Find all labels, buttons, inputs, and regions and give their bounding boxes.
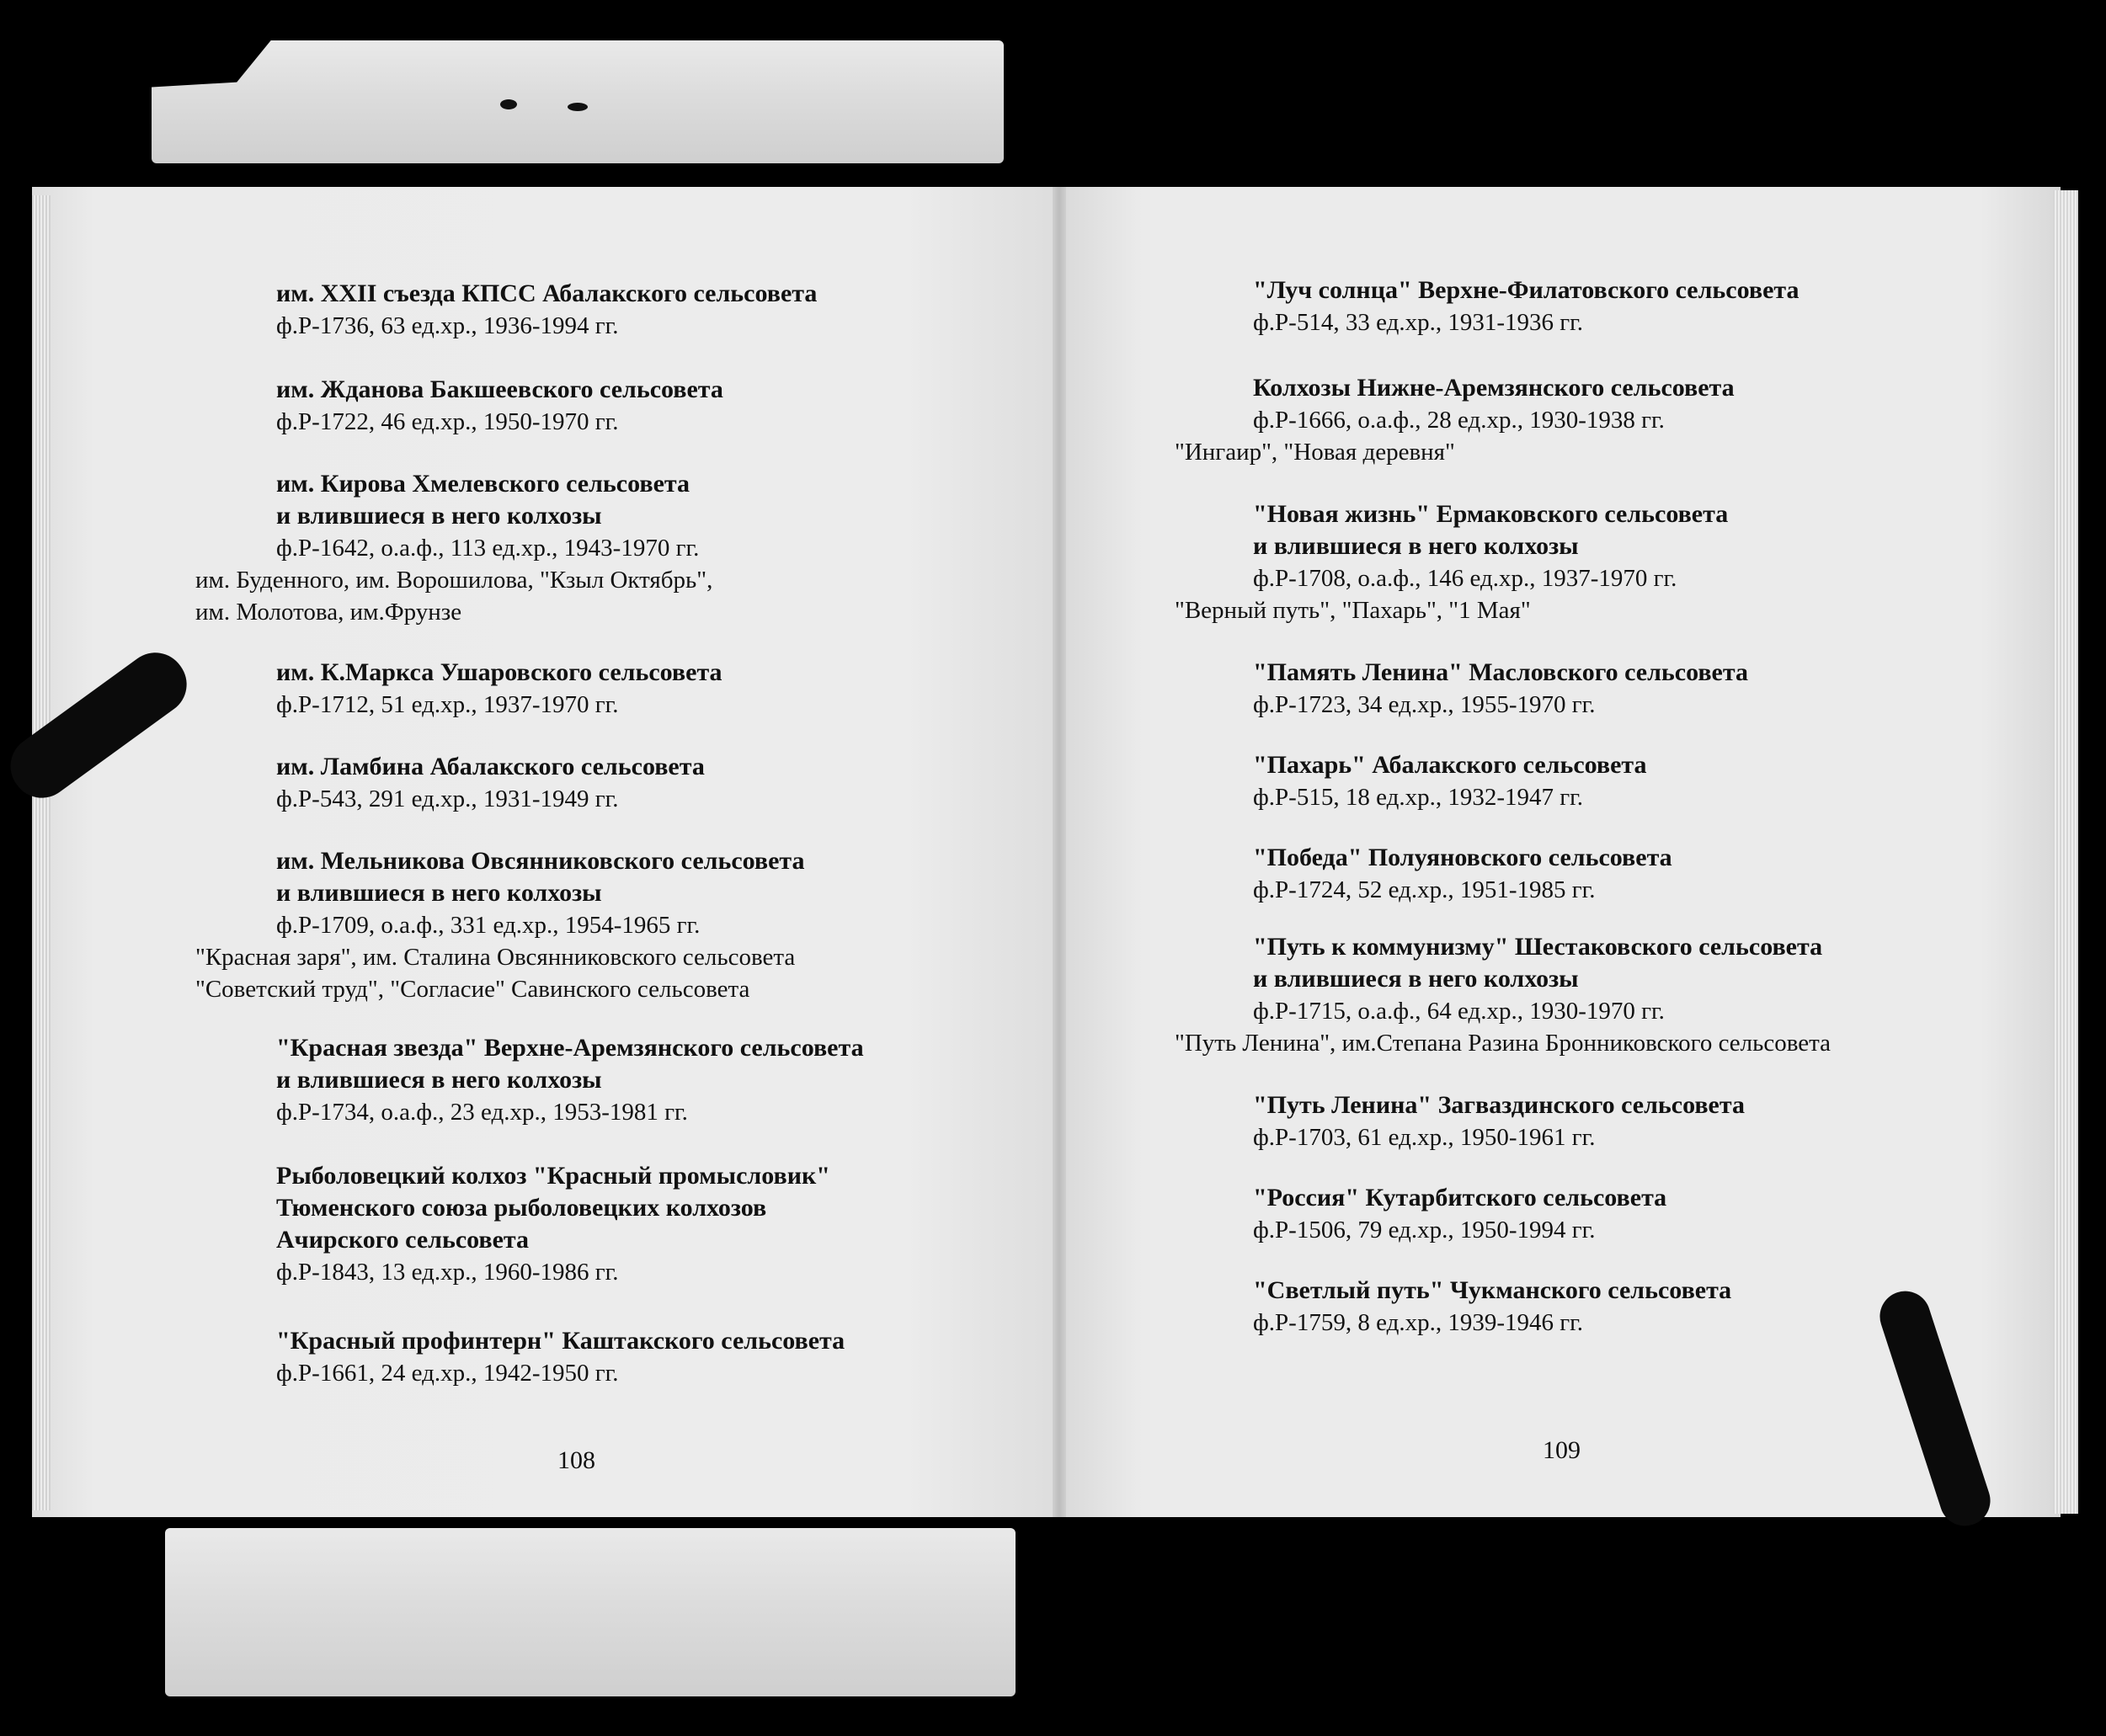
entry-title-line: "Луч солнца" Верхне-Филатовского сельсовета bbox=[1253, 276, 1799, 304]
left-page-edges bbox=[32, 195, 51, 1510]
entry-fond-info: ф.Р-1722, 46 ед.хр., 1950-1970 гг. bbox=[276, 408, 619, 435]
entry-fond-info: ф.Р-515, 18 ед.хр., 1932-1947 гг. bbox=[1253, 784, 1583, 811]
page-number-right: 109 bbox=[1543, 1436, 1581, 1464]
book-gutter bbox=[1053, 187, 1066, 1517]
entry-member-line: им. Буденного, им. Ворошилова, "Кзыл Октябрь", bbox=[195, 567, 713, 594]
entry-title-line: Ачирского сельсовета bbox=[276, 1226, 530, 1254]
entry-title-line: "Красная звезда" Верхне-Аремзянского сельсовета bbox=[276, 1034, 864, 1062]
entry-member-line: "Красная заря", им. Сталина Овсянниковского сельсовета bbox=[195, 944, 796, 971]
entry-title-line: "Путь Ленина" Загваздинского сельсовета bbox=[1253, 1091, 1745, 1119]
entry-title-line: "Путь к коммунизму" Шестаковского сельсовета bbox=[1253, 933, 1823, 961]
entry-title-line: "Красный профинтерн" Каштакского сельсовета bbox=[276, 1327, 845, 1355]
entry-fond-info: ф.Р-1736, 63 ед.хр., 1936-1994 гг. bbox=[276, 312, 619, 339]
entry-title-line: "Новая жизнь" Ермаковского сельсовета bbox=[1253, 500, 1729, 528]
foam-hole bbox=[568, 103, 588, 111]
entry-title-line: им. XXII съезда КПСС Абалакского сельсовета bbox=[276, 280, 818, 307]
entry-member-line: им. Молотова, им.Фрунзе bbox=[195, 599, 462, 626]
right-page-edges bbox=[2053, 190, 2078, 1514]
entry-fond-info: ф.Р-543, 291 ед.хр., 1931-1949 гг. bbox=[276, 785, 619, 812]
entry-title-line: им. Жданова Бакшеевского сельсовета bbox=[276, 375, 723, 403]
entry-member-line: "Верный путь", "Пахарь", "1 Мая" bbox=[1175, 597, 1531, 624]
entry-fond-info: ф.Р-1734, о.а.ф., 23 ед.хр., 1953-1981 гг. bbox=[276, 1099, 688, 1126]
entry-title-line: "Память Ленина" Масловского сельсовета bbox=[1253, 658, 1748, 686]
entry-title-line: и влившиеся в него колхозы bbox=[276, 879, 602, 907]
entry-member-line: "Советский труд", "Согласие" Савинского сельсовета bbox=[195, 976, 750, 1003]
entry-title-line: и влившиеся в него колхозы bbox=[1253, 532, 1579, 560]
entry-title-line: "Пахарь" Абалакского сельсовета bbox=[1253, 751, 1647, 779]
entry-fond-info: ф.Р-1843, 13 ед.хр., 1960-1986 гг. bbox=[276, 1259, 619, 1286]
entry-fond-info: ф.Р-1709, о.а.ф., 331 ед.хр., 1954-1965 гг. bbox=[276, 912, 701, 939]
entry-fond-info: ф.Р-1715, о.а.ф., 64 ед.хр., 1930-1970 гг. bbox=[1253, 998, 1665, 1025]
foam-hole bbox=[500, 99, 517, 109]
entry-fond-info: ф.Р-1724, 52 ед.хр., 1951-1985 гг. bbox=[1253, 876, 1596, 903]
entry-fond-info: ф.Р-1703, 61 ед.хр., 1950-1961 гг. bbox=[1253, 1124, 1596, 1151]
entry-fond-info: ф.Р-1661, 24 ед.хр., 1942-1950 гг. bbox=[276, 1360, 619, 1387]
entry-fond-info: ф.Р-1723, 34 ед.хр., 1955-1970 гг. bbox=[1253, 691, 1596, 718]
entry-title-line: и влившиеся в него колхозы bbox=[276, 502, 602, 530]
entry-title-line: "Победа" Полуяновского сельсовета bbox=[1253, 844, 1672, 871]
entry-title-line: "Россия" Кутарбитского сельсовета bbox=[1253, 1184, 1667, 1211]
entry-title-line: "Светлый путь" Чукманского сельсовета bbox=[1253, 1276, 1732, 1304]
entry-fond-info: ф.Р-1759, 8 ед.хр., 1939-1946 гг. bbox=[1253, 1309, 1583, 1336]
entry-fond-info: ф.Р-1666, о.а.ф., 28 ед.хр., 1930-1938 гг. bbox=[1253, 407, 1665, 434]
entry-fond-info: ф.Р-1506, 79 ед.хр., 1950-1994 гг. bbox=[1253, 1217, 1596, 1243]
entry-member-line: "Путь Ленина", им.Степана Разина Бронниковского сельсовета bbox=[1175, 1030, 1831, 1057]
entry-title-line: Рыболовецкий колхоз "Красный промысловик" bbox=[276, 1162, 830, 1190]
entry-title-line: им. Ламбина Абалакского сельсовета bbox=[276, 753, 705, 780]
foam-support-bottom bbox=[165, 1528, 1016, 1696]
entry-title-line: Колхозы Нижне-Аремзянского сельсовета bbox=[1253, 374, 1735, 402]
entry-fond-info: ф.Р-514, 33 ед.хр., 1931-1936 гг. bbox=[1253, 309, 1583, 336]
entry-title-line: Тюменского союза рыболовецких колхозов bbox=[276, 1194, 767, 1222]
foam-support-top bbox=[152, 40, 1004, 163]
entry-member-line: "Ингаир", "Новая деревня" bbox=[1175, 439, 1455, 466]
entry-title-line: им. Кирова Хмелевского сельсовета bbox=[276, 470, 690, 498]
entry-title-line: и влившиеся в него колхозы bbox=[276, 1066, 602, 1094]
page-number-left: 108 bbox=[557, 1446, 595, 1474]
entry-title-line: и влившиеся в него колхозы bbox=[1253, 965, 1579, 993]
entry-title-line: им. К.Маркса Ушаровского сельсовета bbox=[276, 658, 722, 686]
entry-fond-info: ф.Р-1712, 51 ед.хр., 1937-1970 гг. bbox=[276, 691, 619, 718]
entry-fond-info: ф.Р-1642, о.а.ф., 113 ед.хр., 1943-1970 гг. bbox=[276, 535, 700, 562]
entry-title-line: им. Мельникова Овсянниковского сельсовета bbox=[276, 847, 805, 875]
entry-fond-info: ф.Р-1708, о.а.ф., 146 ед.хр., 1937-1970 гг. bbox=[1253, 565, 1677, 592]
